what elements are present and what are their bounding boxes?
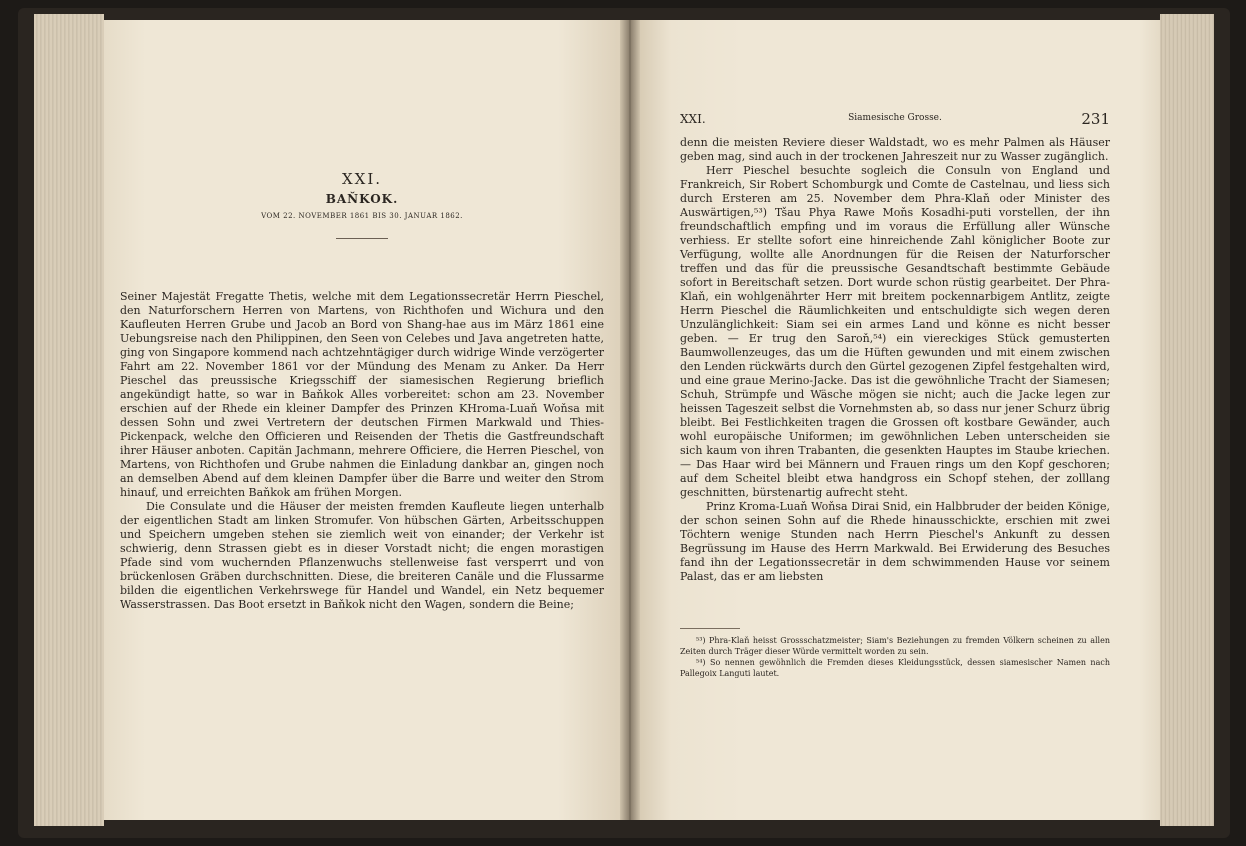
page-edges-left [34,14,104,826]
right-body-text [680,136,1110,584]
right-paragraph-1: denn die meisten Reviere dieser Waldstadt, wo es mehr Palmen als Häuser geben mag, sind auch in der trockenen Jahreszeit nur zu Wasser zugänglich. [680,136,1110,163]
running-head-chapter: XXI. [680,112,706,126]
right-paragraph-2: Herr Pieschel besuchte sogleich die Consuln von England und Frankreich, Sir Robert Schomburgk und Comte de Castelnau, und liess sich durch Ersteren am 25. November dem Phra-Klaň oder Minister des Auswärtigen,⁵³) Tšau Phya Rawe Moňs Kosadhi-puti vorstellen, der ihn freundschaftlich empfing und im voraus die Erfüllung aller Wünsche verhiess. Er stellte sofort eine hinreichende Zahl königlicher Boote zur Verfügung, wollte alle Anordnungen für die Reisen der Naturforscher treffen und das für die preussische Gesandtschaft bestimmte Gebäude sofort in Bereitschaft setzen. Dort wurde schon rüstig gearbeitet. Der Phra-Klaň, ein wohlgenährter Herr mit breitem pockennarbigem Antlitz, zeigte Herrn Pieschel die Räumlichkeiten und entschuldigte sich wegen deren Unzulänglichkeit: Siam sei ein armes Land und könne es nicht besser geben. — Er trug den Saroň,⁵⁴) ein viereckiges Stück gemusterten Baumwollenzeuges, das um die Hüften gewunden und mit einem zwischen den Lenden rückwärts durch den Gürtel gezogenen Zipfel festgehalten wird, und eine graue Merino-Jacke. Das ist die gewöhnliche Tracht der Siamesen; Schuh, Strümpfe und Wäsche mögen sie nicht; auch die Jacke legen zur heissen Tageszeit selbst die Vornehmsten ab, so dass nur jener Schurz übrig bleibt. Bei Festlichkeiten tragen die Grossen oft kostbare Gewänder, auch wohl europäische Uniformen; im gewöhnlichen Leben unterscheiden sie sich kaum von ihren Trabanten, die gesenkten Hauptes im Staube kriechen. — Das Haar wird bei Männern und Frauen rings um den Kopf geschoren; auf dem Scheitel bleibt etwa handgross ein Schopf stehen, der zolllang geschnitten, bürstenartig aufrecht steht. [680,164,1110,499]
running-head [680,112,1110,132]
chapter-divider [336,238,388,239]
left-paragraph-2: Die Consulate und die Häuser der meisten fremden Kaufleute liegen unterhalb der eigentlichen Stadt am linken Stromufer. Von hübschen Gärten, Arbeitsschuppen und Speichern umgeben stehen sie ziemlich weit von einander; der Verkehr ist schwierig, denn Strassen giebt es in dieser Vorstadt nicht; die engen morastigen Pfade sind vom wuchernden Pflanzenwuchs stellenweise fast versperrt und von brückenlosen Gräben durchschnitten. Diese, die breiteren Canäle und die Flussarme bilden die eigentlichen Verkehrswege für Handel und Wandel, ein Netz bequemer Wasserstrassen. Das Boot ersetzt in Baňkok nicht den Wagen, sondern die Beine; [120,500,604,611]
footnotes [680,628,1110,679]
right-paragraph-3: Prinz Kroma-Luaň Woňsa Dirai Snid, ein Halbbruder der beiden Könige, der schon seinen Sohn auf die Rhede hinausschickte, erschien mit zwei Töchtern wenige Stunden nach Herrn Pieschel's Ankunft zu dessen Begrüssung im Hause des Herrn Markwald. Bei Erwiderung des Besuches fand ihn der Legationssecretär in dem schwimmenden Hause vor seinem Palast, das er am liebsten [680,500,1110,583]
chapter-number: XXI. [341,170,383,188]
right-page [640,20,1160,820]
footnote-divider [680,628,740,629]
left-body-text [120,290,604,612]
chapter-dates: VOM 22. NOVEMBER 1861 BIS 30. JANUAR 1862. [261,212,463,220]
page-number: 231 [1081,110,1110,128]
page-edges-right [1160,14,1214,826]
footnote-53: ⁵³) Phra-Klaň heisst Grossschatzmeister; Siam's Beziehungen zu fremden Völkern scheinen zu allen Zeiten durch Träger dieser Würde vermittelt worden zu sein. [680,636,1110,656]
book-gutter [620,20,640,820]
footnote-54: ⁵⁴) So nennen gewöhnlich die Fremden dieses Kleidungsstück, dessen siamesischer Namen nach Pallegoix Languti lautet. [680,658,1110,678]
chapter-title: BAŇKOK. [325,192,399,206]
left-paragraph-1: Seiner Majestät Fregatte Thetis, welche mit dem Legationssecretär Herrn Pieschel, den Naturforschern Herren von Martens, von Richthofen und Wichura und den Kaufleuten Herren Grube und Jacob an Bord von Shang-hae aus im März 1861 eine Uebungsreise nach den Philippinen, den Seen von Celebes und Java angetreten hatte, ging von Singapore kommend nach achtzehntägiger durch widrige Winde verzögerter Fahrt am 22. November 1861 vor der Mündung des Menam zu Anker. Da Herr Pieschel das preussische Kriegsschiff der siamesischen Regierung brieflich angekündigt hatte, so war in Baňkok Alles vorbereitet: schon am 23. November erschien auf der Rhede ein kleiner Dampfer des Prinzen KHroma-Luaň Woňsa mit dessen Sohn und zwei Vertretern der deutschen Firmen Markwald und Thies-Pickenpack, welche den Officieren und Reisenden der Thetis die Gastfreundschaft ihrer Häuser anboten. Capitän Jachmann, mehrere Officiere, die Herren Pieschel, von Martens, von Richthofen und Grube nahmen die Einladung dankbar an, gingen noch an demselben Abend auf dem kleinen Dampfer über die Barre und weiter den Strom hinauf, und erreichten Baňkok am frühen Morgen. [120,290,604,499]
running-head-title: Siamesische Grosse. [848,113,942,123]
left-page [104,20,620,820]
